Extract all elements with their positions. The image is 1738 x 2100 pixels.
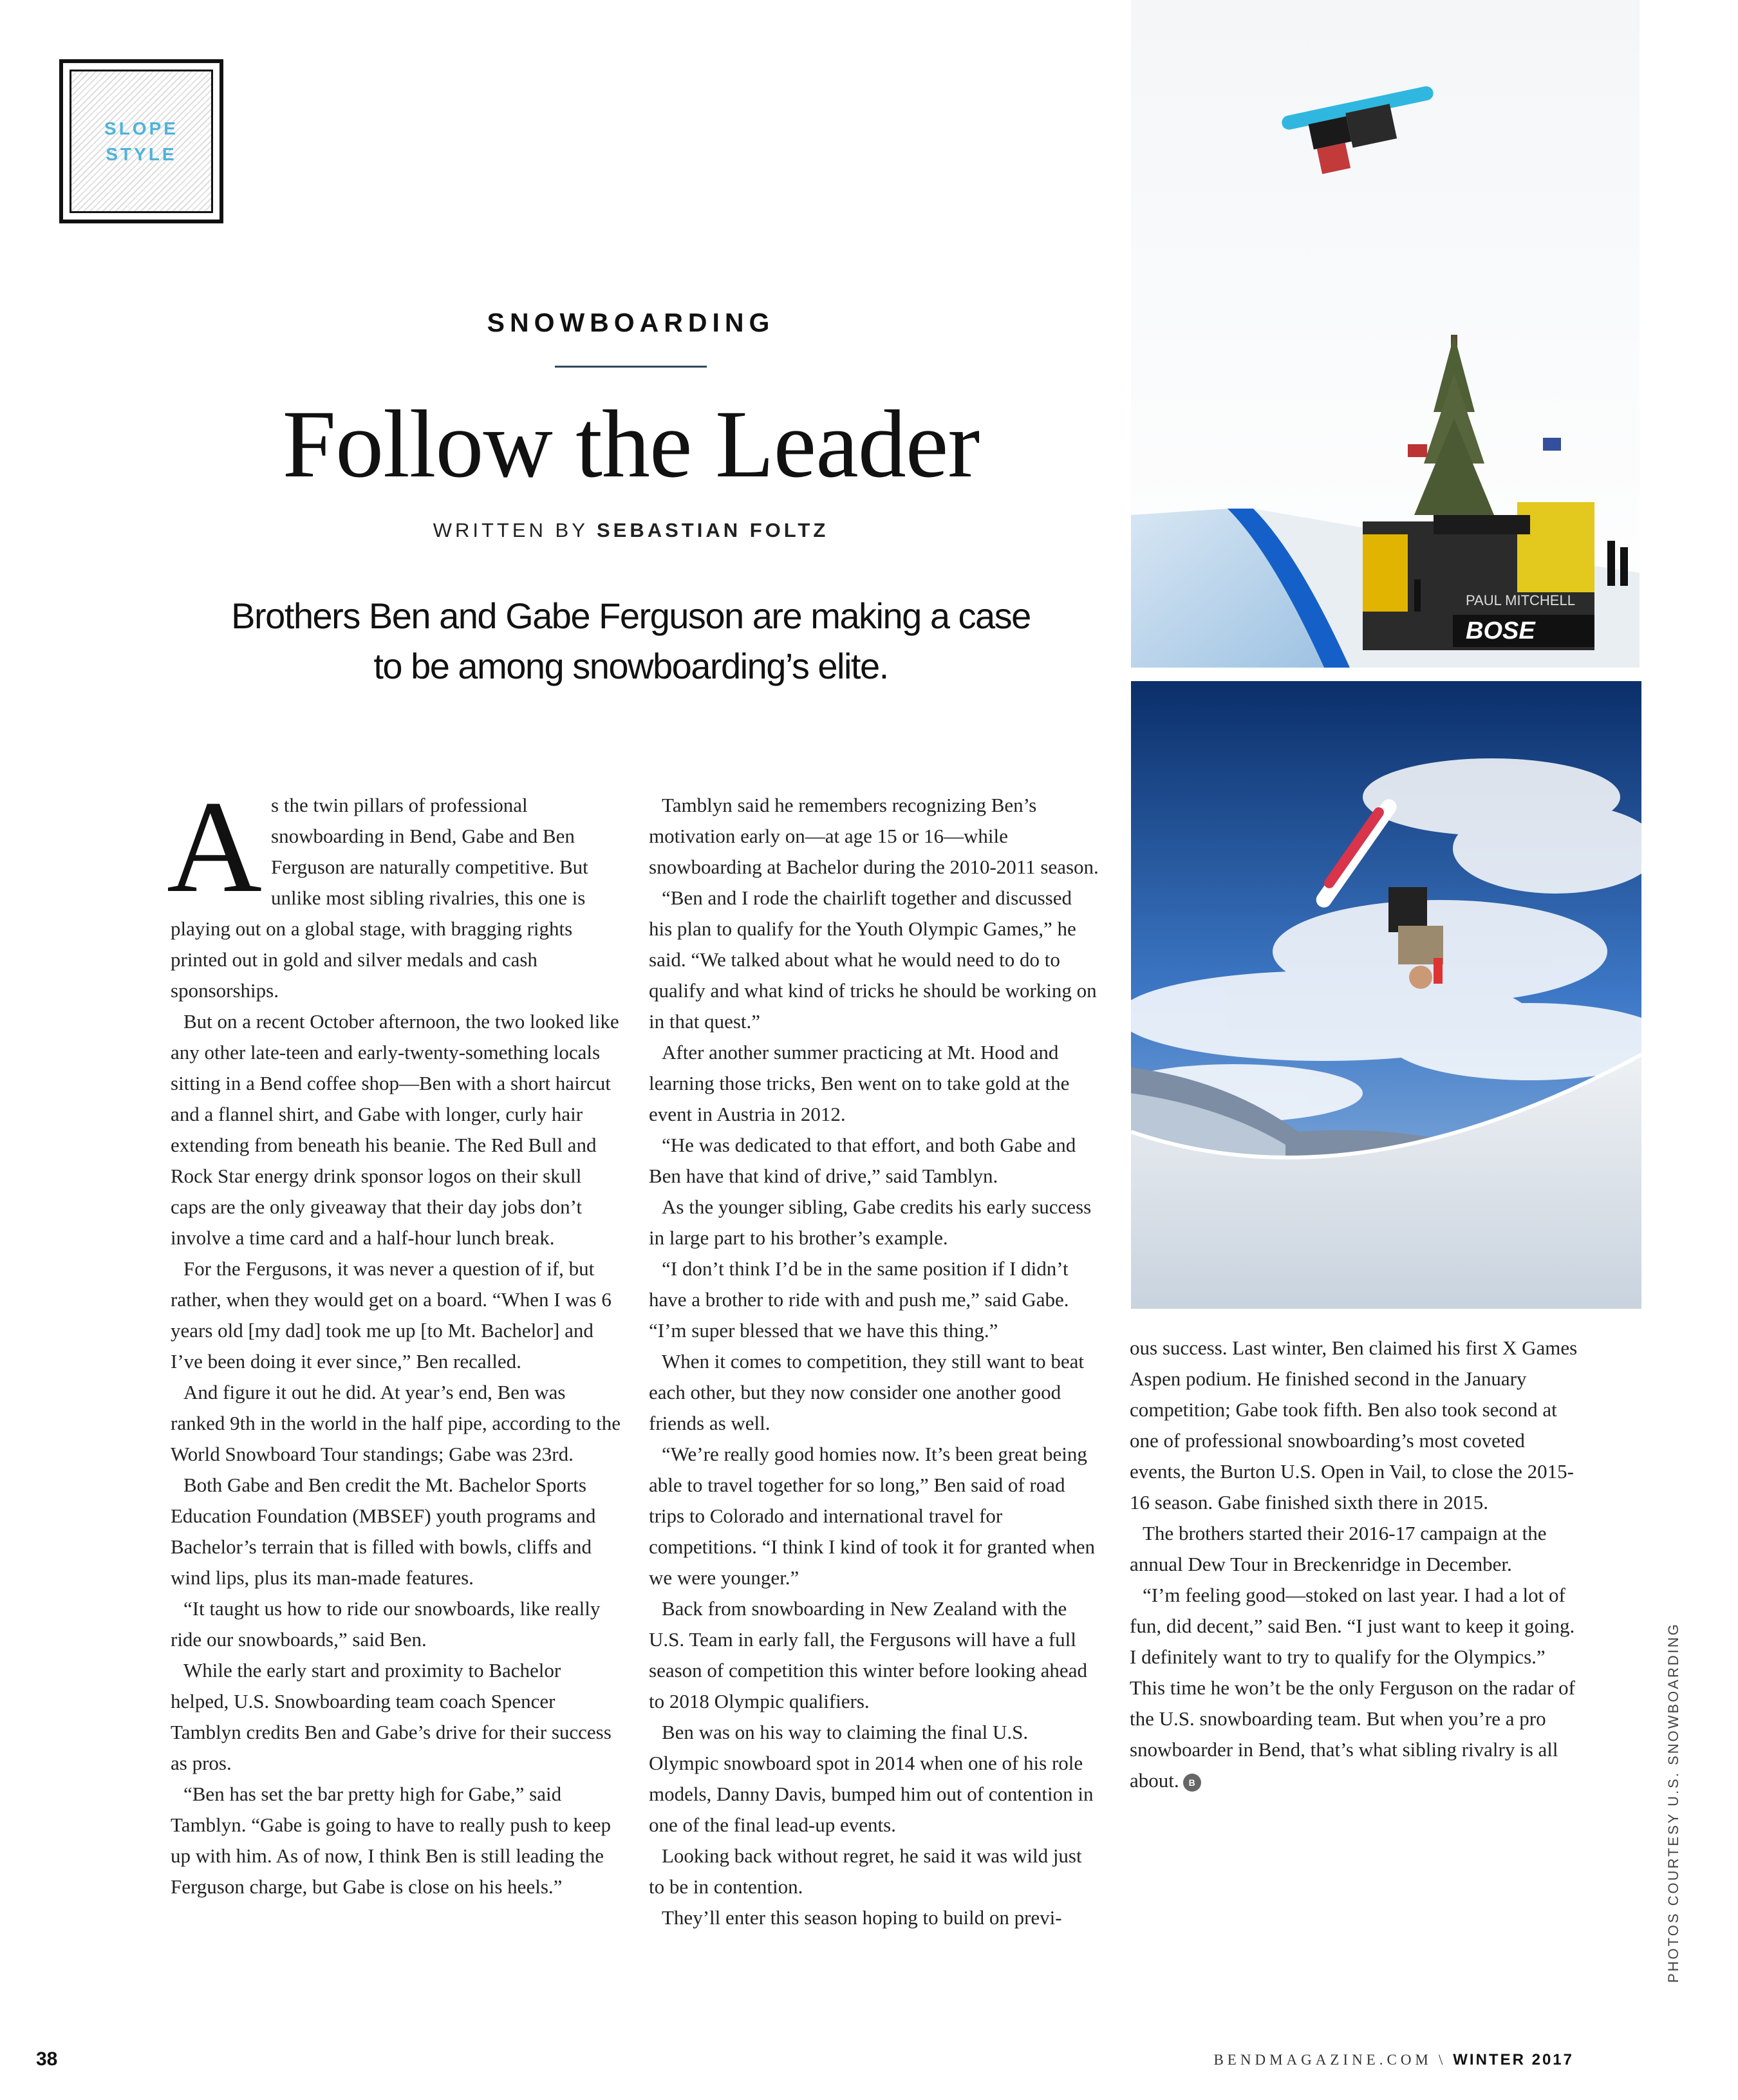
byline <box>0 519 1262 542</box>
end-mark-icon: B <box>1183 1774 1201 1792</box>
paragraph: And figure it out he did. At year’s end, Ben was ranked 9th in the world in the half pipe, according to the World Snowboard Tour standings; Gabe was 23rd. <box>171 1381 621 1465</box>
banner-bose: BOSE <box>1466 617 1535 644</box>
article-dek <box>193 591 1069 691</box>
paragraph: Back from snowboarding in New Zealand with the U.S. Team in early fall, the Fergusons will have a full season of competition this winter before looking ahead to 2018 Olympic qualifiers. <box>649 1597 1087 1712</box>
paragraph: “He was dedicated to that effort, and both Gabe and Ben have that kind of drive,” said Tamblyn. <box>649 1134 1076 1187</box>
paragraph: “We’re really good homies now. It’s been great being able to travel together for so long,” Ben said of road trips to Colorado and international travel for competitions. “I think I kind of took it for granted when we were younger.” <box>649 1443 1096 1589</box>
footer-separator: \ <box>1438 2052 1447 2068</box>
dek-line-2: to be among snowboarding’s elite. <box>373 646 888 686</box>
article-column-3 <box>1130 1333 1580 1796</box>
badge-line-2: STYLE <box>106 144 177 164</box>
paragraph: Ben was on his way to claiming the final U.S. Olympic snowboard spot in 2014 when one of his role models, Danny Davis, bumped him out of contention in one of the final lead-up events. <box>649 1721 1094 1836</box>
paragraph: “I don’t think I’d be in the same position if I didn’t have a brother to ride with and push me,” said Gabe. “I’m super blessed that we have this thing.” <box>649 1257 1069 1342</box>
page-number: 38 <box>36 2048 58 2070</box>
paragraph: Tamblyn said he remembers recognizing Ben’s motivation early on—at age 15 or 16—while snowboarding at Bachelor during the 2010-2011 season. <box>649 794 1099 878</box>
paragraph: After another summer practicing at Mt. Hood and learning those tricks, Ben went on to take gold at the event in Austria in 2012. <box>649 1041 1070 1125</box>
article-title: Follow the Leader <box>282 391 980 498</box>
kicker-divider <box>555 366 707 368</box>
paragraph: For the Fergusons, it was never a question of if, but rather, when they would get on a board. “When I was 6 years old [my dad] took me up [to Mt. Bachelor] and I’ve been doing it ever since,” Ben recalled. <box>171 1257 612 1373</box>
paragraph: ous success. Last winter, Ben claimed his first X Games Aspen podium. He finished second in the January competition; Gabe took fifth. Ben also took second at one of professional snowboarding’s most coveted events, the Burton U.S. Open in Vail, to close the 2015-16 season. Gabe finished sixth there in 2015. <box>1130 1336 1578 1514</box>
paragraph: As the twin pillars of professional snowboarding in Bend, Gabe and Ben Ferguson are naturally competitive. But unlike most sibling rivalries, this one is playing out on a global stage, with bragging rights printed out in gold and silver medals and cash sponsorships. <box>167 774 588 1002</box>
paragraph: The brothers started their 2016-17 campaign at the annual Dew Tour in Breckenridge in December. <box>1130 1522 1547 1575</box>
sky-rider-photo <box>1131 681 1641 1309</box>
dek-line-1: Brothers Ben and Gabe Ferguson are making a case <box>231 595 1031 636</box>
paragraph: Looking back without regret, he said it was wild just to be in contention. <box>649 1844 1082 1898</box>
paragraph: “Ben and I rode the chairlift together and discussed his plan to qualify for the Youth Olympic Games,” he said. “We talked about what he would need to do to qualify and what kind of tricks he should be working on in that quest.” <box>649 886 1097 1033</box>
paragraph: While the early start and proximity to Bachelor helped, U.S. Snowboarding team coach Spencer Tamblyn credits Ben and Gabe’s drive for their success as pros. <box>171 1659 612 1774</box>
article-column-2 <box>649 790 1099 1933</box>
footer-issue: WINTER 2017 <box>1453 2051 1574 2068</box>
paragraph: “Ben has set the bar pretty high for Gabe,” said Tamblyn. “Gabe is going to have to really push to keep up with him. As of now, I think Ben is still leading the Ferguson charge, but Gabe is close on his heels.” <box>171 1783 611 1898</box>
byline-author: SEBASTIAN FOLTZ <box>596 519 829 541</box>
section-badge <box>59 59 223 223</box>
paragraph: “I’m feeling good—stoked on last year. I had a lot of fun, did decent,” said Ben. “I just want to keep it going. I definitely want to try to qualify for the Olympics.” This time he won’t be the only Ferguson on the radar of the U.S. snowboarding team. But when you’re a pro snowboarder in Bend, that’s what sibling rivalry is all about. B <box>1130 1584 1575 1792</box>
paragraph: But on a recent October afternoon, the two looked like any other late-teen and early-twenty-something locals sitting in a Bend coffee shop—Ben with a short haircut and a flannel shirt, and Gabe with longer, curly hair extending from beneath his beanie. The Red Bull and Rock Star energy drink sponsor logos on their skull caps are the only giveaway that their day jobs don’t involve a time card and a half-hour lunch break. <box>171 1010 619 1249</box>
banner-paul-mitchell: PAUL MITCHELL <box>1466 592 1575 608</box>
footer-site: BENDMAGAZINE.COM <box>1213 2052 1432 2068</box>
byline-prefix: WRITTEN BY <box>433 519 588 541</box>
article-column-1 <box>167 774 621 1902</box>
paragraph: Both Gabe and Ben credit the Mt. Bachelor Sports Education Foundation (MBSEF) youth programs and Bachelor’s terrain that is filled with bowls, cliffs and wind lips, plus its man-made features. <box>171 1474 596 1589</box>
paragraph: “It taught us how to ride our snowboards, like really ride our snowboards,” said Ben. <box>171 1597 601 1651</box>
section-kicker: SNOWBOARDING <box>487 308 775 337</box>
drop-cap: A <box>167 774 263 920</box>
paragraph: They’ll enter this season hoping to build on previ- <box>662 1906 1062 1929</box>
paragraph: As the younger sibling, Gabe credits his early success in large part to his brother’s example. <box>649 1195 1092 1249</box>
paragraph: When it comes to competition, they still want to beat each other, but they now consider one another good friends as well. <box>649 1350 1085 1434</box>
section-badge-inner <box>70 70 213 213</box>
photo-credit: PHOTOS COURTESY U.S. SNOWBOARDING <box>1665 1622 1681 1983</box>
halfpipe-photo <box>1131 0 1640 668</box>
badge-line-1: SLOPE <box>104 118 178 138</box>
footer-masthead <box>1094 2051 1574 2069</box>
